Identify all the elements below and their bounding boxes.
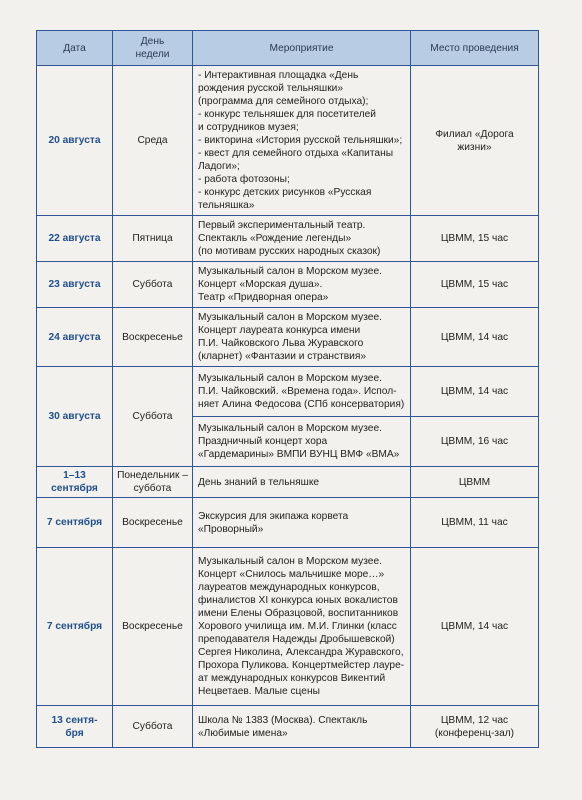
weekday-cell [113,548,193,706]
event-text-line: (по мотивам русских народных сказок) [198,246,381,257]
venue-cell [411,262,539,308]
event-text-line: финалистов XI конкурса юных вокалистов [198,595,398,606]
event-text-line: Первый экспериментальный театр. [198,220,366,231]
venue-cell [411,548,539,706]
venue-text: Филиал «Дорога [435,128,514,140]
date-cell [37,66,113,216]
event-cell [193,216,411,262]
table-row [37,706,539,748]
date-cell [37,308,113,367]
event-text-line: «Проворный» [198,523,264,535]
event-cell [193,417,411,467]
venue-cell [411,308,539,367]
venue-cell [411,216,539,262]
venue-text: ЦВММ, 14 час [440,331,509,343]
event-text-line: Сергея Николина, Александра Журавского, [198,647,404,658]
venue-text: ЦВММ, 15 час [440,279,509,290]
date-cell [37,498,113,548]
event-text-line: - конкурс тельняшек для посетителей [198,109,377,120]
column-header-venue: Место проведения [411,31,539,66]
weekday-text: суббота [133,483,172,494]
weekday-cell [113,262,193,308]
table-header-row [37,31,539,66]
venue-text: (конференц-зал) [434,727,515,739]
weekday-text: Понедельник – [117,470,188,481]
event-text-line: - Интерактивная площадка «День [198,70,359,81]
event-text-line: Театр «Придворная опера» [198,292,329,303]
event-text-line: Праздничный концерт хора [198,436,328,447]
venue-cell [411,467,539,498]
event-text-line: Концерт «Морская душа». [198,279,323,290]
venue-text: ЦВММ, 14 час [440,621,509,632]
event-text-line: Музыкальный салон в Морском музее. [198,423,382,434]
venue-text: ЦВММ, 11 час [441,517,508,528]
venue-text: ЦВММ [458,476,491,488]
date-cell [37,467,113,498]
event-cell [193,66,411,216]
event-text-line: Экскурсия для экипажа корвета [198,510,349,522]
date-text: бря [65,727,84,739]
weekday-text: Суббота [132,279,173,290]
event-text-line: тельняшка» [198,200,255,211]
column-header-event: Мероприятие [193,31,411,66]
event-text-line: Спектакль «Рождение легенды» [198,233,352,244]
venue-cell [411,367,539,417]
event-text-line: «Гардемарины» ВМПИ ВУНЦ ВМФ «ВМА» [198,449,400,460]
date-text: 23 августа [48,279,101,290]
event-text-line: (кларнет) «Фантазии и странствия» [198,351,367,362]
event-text-line: преподавателя Надежды Дробышевской) [198,634,395,645]
event-text-line: лауреатов международных конкурсов, [198,582,380,593]
event-text-line: рождения русской тельняшки» [198,83,344,94]
table-body [37,66,539,748]
venue-cell [411,66,539,216]
date-text: 20 августа [48,135,101,146]
event-text-line: имени Елены Образцовой, воспитанников [198,608,399,619]
date-text: 30 августа [48,411,101,422]
date-cell [37,216,113,262]
weekday-cell [113,308,193,367]
weekday-cell [113,498,193,548]
column-header-weekday [113,31,193,66]
event-cell [193,706,411,748]
event-text-line: Хорового училища им. М.И. Глинки (класс [198,621,397,632]
date-text: 7 сентября [46,621,103,632]
event-text-line: (программа для семейного отдыха); [198,96,369,107]
date-cell [37,706,113,748]
column-header-date: Дата [37,31,113,66]
event-text-line: и сотрудников музея; [198,122,299,133]
date-text: 1–13 [63,470,86,481]
venue-text: жизни» [457,141,492,153]
event-text-line: Нецветаев. Малые сцены [198,686,320,697]
venue-text: ЦВММ, 12 час [440,714,509,726]
event-text-line: - работа фотозоны; [198,174,290,185]
event-text-line: Музыкальный салон в Морском музее. [198,312,382,323]
weekday-text: Суббота [132,721,173,732]
date-text: 22 августа [48,233,101,244]
event-text-line: - квест для семейного отдыха «Капитаны [198,148,394,159]
event-text-line: «Любимые имена» [198,727,288,739]
event-text-line: ат международных конкурсов Викентий [198,673,386,684]
venue-text: ЦВММ, 15 час [440,233,509,244]
weekday-text: Среда [137,135,168,146]
table-row [37,467,539,498]
date-text: 24 августа [48,331,101,343]
weekday-cell [113,216,193,262]
event-text-line: - викторина «История русской тельняшки»; [198,135,403,146]
weekday-text: Воскресенье [122,517,183,528]
date-text: 13 сентя- [51,714,98,726]
event-cell [193,467,411,498]
table-row [37,66,539,216]
date-text: сентября [51,483,98,494]
weekday-text: Суббота [132,411,173,422]
table-row [37,216,539,262]
event-cell [193,262,411,308]
event-text-line: Музыкальный салон в Морском музее. [198,556,382,567]
weekday-text: Воскресенье [122,621,183,632]
event-text-line: Ладоги»; [198,161,240,172]
venue-text: ЦВММ, 14 час [440,386,509,397]
table-row [37,548,539,706]
weekday-text: Пятница [132,233,173,244]
event-text-line: Концерт лауреата конкурса имени [198,325,361,336]
date-cell [37,367,113,467]
event-text-line: - конкурс детских рисунков «Русская [198,187,372,198]
weekday-text: Воскресенье [122,331,183,343]
venue-cell [411,498,539,548]
table-row [37,262,539,308]
date-cell [37,548,113,706]
event-text-line: няет Алина Федосова (СПб консерватория) [198,399,405,410]
event-text-line: Музыкальный салон в Морском музее. [198,266,382,277]
event-cell [193,308,411,367]
event-text-line: День знаний в тельняшке [198,476,320,488]
event-text-line: Школа № 1383 (Москва). Спектакль [198,714,368,726]
weekday-cell [113,467,193,498]
date-cell [37,262,113,308]
event-text-line: П.И. Чайковский. «Времена года». Испол- [198,386,397,397]
event-text-line: Концерт «Снилось мальчишке море…» [198,569,385,580]
event-cell [193,498,411,548]
event-cell [193,548,411,706]
events-schedule-table [36,30,539,748]
table-row [37,367,539,417]
venue-cell [411,417,539,467]
table-row [37,308,539,367]
event-text-line: Музыкальный салон в Морском музее. [198,373,382,384]
event-text-line: Прохора Пуликова. Концертмейстер лауре- [198,660,405,671]
table-row [37,498,539,548]
weekday-cell [113,706,193,748]
venue-cell [411,706,539,748]
date-text: 7 сентября [46,517,103,528]
weekday-cell [113,367,193,467]
event-cell [193,367,411,417]
weekday-cell [113,66,193,216]
column-header-weekday-line: недели [135,49,170,60]
venue-text: ЦВММ, 16 час [440,436,509,447]
column-header-weekday-line: День [140,36,165,47]
event-text-line: П.И. Чайковского Льва Журавского [198,338,364,349]
